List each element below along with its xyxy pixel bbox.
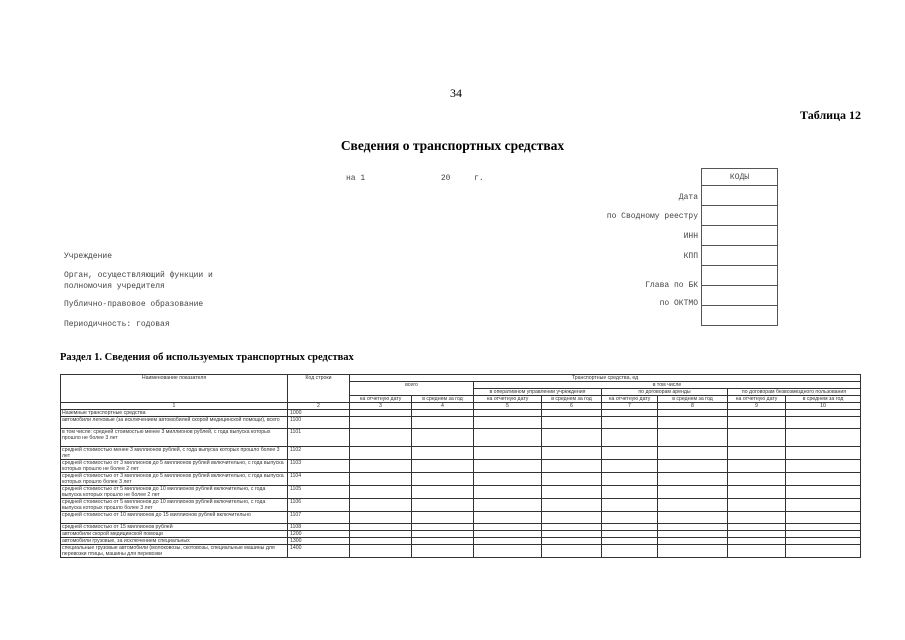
value-cell[interactable] [474, 410, 542, 417]
value-cell[interactable] [728, 499, 786, 512]
value-cell[interactable] [412, 447, 474, 460]
row-code: 1000 [288, 410, 350, 417]
label-periodicity: Периодичность: годовая [64, 320, 170, 329]
label-inn: ИНН [683, 232, 698, 241]
value-cell[interactable] [602, 512, 658, 524]
value-cell[interactable] [412, 429, 474, 447]
col-number: 1 [61, 403, 288, 410]
date-suffix: г. [474, 174, 484, 183]
value-cell[interactable] [412, 486, 474, 499]
value-cell[interactable] [728, 447, 786, 460]
value-cell[interactable] [542, 410, 602, 417]
value-cell[interactable] [728, 473, 786, 486]
row-code: 1108 [288, 524, 350, 531]
value-cell[interactable] [412, 545, 474, 558]
col-number: 7 [602, 403, 658, 410]
page-number: 34 [450, 86, 462, 100]
row-name: средней стоимостью менее 3 миллионов рублей, с года выпуска которых прошло более 3 лет [61, 447, 288, 460]
row-name: автомобили грузовые, за исключением специальных [61, 538, 288, 545]
value-cell[interactable] [542, 512, 602, 524]
header-report-date: на отчетную дату [350, 396, 412, 403]
value-cell[interactable] [728, 545, 786, 558]
value-cell[interactable] [728, 538, 786, 545]
col-number: 6 [542, 403, 602, 410]
label-bk: Глава по БК [645, 281, 698, 290]
value-cell[interactable] [412, 460, 474, 473]
col-number: 9 [728, 403, 786, 410]
header-avg-year: в среднем за год [412, 396, 474, 403]
value-cell[interactable] [350, 524, 412, 531]
col-number: 5 [474, 403, 542, 410]
codes-box [701, 168, 778, 326]
header-free-use: по договорам безвозмездного пользования [728, 389, 861, 396]
vehicles-table [60, 374, 861, 558]
label-authority-2: полномочия учредителя [64, 282, 165, 291]
row-code: 1102 [288, 447, 350, 460]
value-cell[interactable] [350, 499, 412, 512]
value-cell[interactable] [350, 460, 412, 473]
col-number: 10 [786, 403, 861, 410]
table-row [61, 545, 861, 558]
value-cell[interactable] [658, 460, 728, 473]
row-name: в том числе: средней стоимостью менее 3 миллионов рублей, с года выпуска которых прошло не более 3 лет [61, 429, 288, 447]
row-code: 1100 [288, 417, 350, 429]
table-row [61, 512, 861, 524]
value-cell[interactable] [350, 410, 412, 417]
header-avg-year: в среднем за год [786, 396, 861, 403]
value-cell[interactable] [786, 429, 861, 447]
value-cell[interactable] [474, 486, 542, 499]
value-cell[interactable] [412, 531, 474, 538]
value-cell[interactable] [350, 447, 412, 460]
label-oktmo: по ОКТМО [659, 299, 698, 308]
value-cell[interactable] [474, 417, 542, 429]
value-cell[interactable] [786, 410, 861, 417]
value-cell[interactable] [658, 410, 728, 417]
value-cell[interactable] [542, 417, 602, 429]
value-cell[interactable] [728, 417, 786, 429]
table-row [61, 524, 861, 531]
value-cell[interactable] [658, 499, 728, 512]
label-kpp: КПП [683, 252, 698, 261]
table-row [61, 417, 861, 429]
value-cell[interactable] [412, 473, 474, 486]
value-cell[interactable] [602, 524, 658, 531]
value-cell[interactable] [350, 429, 412, 447]
row-code: 1400 [288, 545, 350, 558]
value-cell[interactable] [542, 538, 602, 545]
code-cell-extra[interactable] [702, 306, 778, 326]
value-cell[interactable] [658, 473, 728, 486]
value-cell[interactable] [474, 447, 542, 460]
value-cell[interactable] [658, 538, 728, 545]
value-cell[interactable] [602, 410, 658, 417]
value-cell[interactable] [786, 499, 861, 512]
header-code: Код строки [288, 375, 350, 403]
value-cell[interactable] [474, 429, 542, 447]
row-name: средней стоимостью от 5 миллионов до 10 миллионов рублей включительно, с года выпуска которых прошло более 3 лет [61, 499, 288, 512]
value-cell[interactable] [350, 417, 412, 429]
row-name: средней стоимостью от 3 миллионов до 5 миллионов рублей включительно, с года выпуска которых прошло не более 2 лет [61, 460, 288, 473]
value-cell[interactable] [658, 486, 728, 499]
table-row [61, 460, 861, 473]
value-cell[interactable] [350, 486, 412, 499]
row-name: Наземные транспортные средства [61, 410, 288, 417]
value-cell[interactable] [658, 429, 728, 447]
value-cell[interactable] [786, 460, 861, 473]
header-report-date: на отчетную дату [728, 396, 786, 403]
value-cell[interactable] [350, 512, 412, 524]
value-cell[interactable] [350, 538, 412, 545]
value-cell[interactable] [542, 460, 602, 473]
code-cell-inn[interactable] [702, 226, 778, 246]
row-code: 1107 [288, 512, 350, 524]
date-prefix: на 1 [346, 174, 366, 183]
row-name: средней стоимостью от 5 миллионов до 10 миллионов рублей включительно, с года выпуска которых прошло не более 2 лет [61, 486, 288, 499]
value-cell[interactable] [350, 473, 412, 486]
value-cell[interactable] [728, 531, 786, 538]
value-cell[interactable] [658, 447, 728, 460]
value-cell[interactable] [602, 499, 658, 512]
value-cell[interactable] [602, 417, 658, 429]
table-row [61, 429, 861, 447]
value-cell[interactable] [728, 429, 786, 447]
table-row [61, 531, 861, 538]
label-public-entity: Публично-правовое образование [64, 300, 204, 309]
label-authority-1: Орган, осуществляющий функции и [64, 271, 213, 280]
col-number: 8 [658, 403, 728, 410]
value-cell[interactable] [542, 499, 602, 512]
code-cell-date[interactable] [702, 186, 778, 206]
value-cell[interactable] [412, 410, 474, 417]
header-avg-year: в среднем за год [542, 396, 602, 403]
table-row [61, 486, 861, 499]
header-lease: по договорам аренды [602, 389, 728, 396]
value-cell[interactable] [658, 524, 728, 531]
value-cell[interactable] [542, 447, 602, 460]
header-including: в том числе [474, 382, 861, 389]
value-cell[interactable] [602, 429, 658, 447]
value-cell[interactable] [474, 512, 542, 524]
row-name: средней стоимостью от 10 миллионов до 15 миллионов рублей включительно [61, 512, 288, 524]
value-cell[interactable] [786, 473, 861, 486]
code-cell-kpp[interactable] [702, 246, 778, 266]
section-title: Раздел 1. Сведения об используемых транспортных средствах [60, 352, 354, 363]
value-cell[interactable] [542, 429, 602, 447]
value-cell[interactable] [658, 545, 728, 558]
table-row [61, 538, 861, 545]
col-number: 3 [350, 403, 412, 410]
value-cell[interactable] [602, 473, 658, 486]
value-cell[interactable] [350, 531, 412, 538]
value-cell[interactable] [786, 512, 861, 524]
value-cell[interactable] [728, 486, 786, 499]
header-report-date: на отчетную дату [474, 396, 542, 403]
value-cell[interactable] [786, 447, 861, 460]
code-cell-bk[interactable] [702, 266, 778, 286]
code-cell-oktmo[interactable] [702, 286, 778, 306]
header-operational: в оперативном управлении учреждения [474, 389, 602, 396]
value-cell[interactable] [542, 473, 602, 486]
value-cell[interactable] [728, 524, 786, 531]
value-cell[interactable] [542, 531, 602, 538]
value-cell[interactable] [786, 545, 861, 558]
value-cell[interactable] [474, 473, 542, 486]
value-cell[interactable] [412, 538, 474, 545]
value-cell[interactable] [350, 545, 412, 558]
row-name: средней стоимостью от 3 миллионов до 5 миллионов рублей включительно, с года выпуска которых прошло более 3 лет [61, 473, 288, 486]
value-cell[interactable] [474, 538, 542, 545]
value-cell[interactable] [658, 531, 728, 538]
value-cell[interactable] [542, 545, 602, 558]
value-cell[interactable] [602, 531, 658, 538]
table-row [61, 499, 861, 512]
row-name: специальные грузовые автомобили (молоковозы, скотовозы, специальные машины для перевозки птицы, машины для перевозки [61, 545, 288, 558]
value-cell[interactable] [658, 417, 728, 429]
code-cell-registry[interactable] [702, 206, 778, 226]
value-cell[interactable] [786, 524, 861, 531]
value-cell[interactable] [474, 499, 542, 512]
value-cell[interactable] [602, 460, 658, 473]
row-name: средней стоимостью от 15 миллионов рублей [61, 524, 288, 531]
document-title: Сведения о транспортных средствах [340, 138, 565, 153]
value-cell[interactable] [728, 410, 786, 417]
value-cell[interactable] [658, 512, 728, 524]
codes-header: КОДЫ [702, 169, 778, 186]
value-cell[interactable] [786, 417, 861, 429]
value-cell[interactable] [786, 486, 861, 499]
row-code: 1200 [288, 531, 350, 538]
column-numbers-row [61, 403, 861, 410]
table-row [61, 473, 861, 486]
value-cell[interactable] [602, 447, 658, 460]
label-institution: Учреждение [64, 252, 113, 261]
row-code: 1104 [288, 473, 350, 486]
value-cell[interactable] [786, 531, 861, 538]
table-row [61, 410, 861, 417]
value-cell[interactable] [474, 531, 542, 538]
value-cell[interactable] [474, 524, 542, 531]
header-vehicles: Транспортные средства, ед [350, 375, 861, 382]
value-cell[interactable] [602, 486, 658, 499]
row-code: 1300 [288, 538, 350, 545]
value-cell[interactable] [602, 545, 658, 558]
value-cell[interactable] [474, 460, 542, 473]
col-number: 2 [288, 403, 350, 410]
header-name: Наименование показателя [61, 375, 288, 403]
row-code: 1106 [288, 499, 350, 512]
value-cell[interactable] [412, 512, 474, 524]
date-year: 20 [440, 174, 451, 183]
date-line [346, 174, 484, 183]
row-name: автомобили легковые (за исключением автомобилей скорой медицинской помощи), всего [61, 417, 288, 429]
value-cell[interactable] [728, 460, 786, 473]
value-cell[interactable] [786, 538, 861, 545]
value-cell[interactable] [412, 499, 474, 512]
row-code: 1103 [288, 460, 350, 473]
value-cell[interactable] [542, 524, 602, 531]
header-total: всего [350, 382, 474, 396]
value-cell[interactable] [728, 512, 786, 524]
value-cell[interactable] [412, 524, 474, 531]
value-cell[interactable] [602, 538, 658, 545]
col-number: 4 [412, 403, 474, 410]
table-label: Таблица 12 [800, 108, 861, 122]
value-cell[interactable] [474, 545, 542, 558]
row-name: автомобили скорой медицинской помощи [61, 531, 288, 538]
header-avg-year: в среднем за год [658, 396, 728, 403]
value-cell[interactable] [412, 417, 474, 429]
row-code: 1101 [288, 429, 350, 447]
value-cell[interactable] [542, 486, 602, 499]
header-report-date: на отчетную дату [602, 396, 658, 403]
label-date: Дата [678, 193, 698, 202]
label-registry: по Сводному реестру [606, 212, 698, 221]
table-row [61, 447, 861, 460]
row-code: 1105 [288, 486, 350, 499]
